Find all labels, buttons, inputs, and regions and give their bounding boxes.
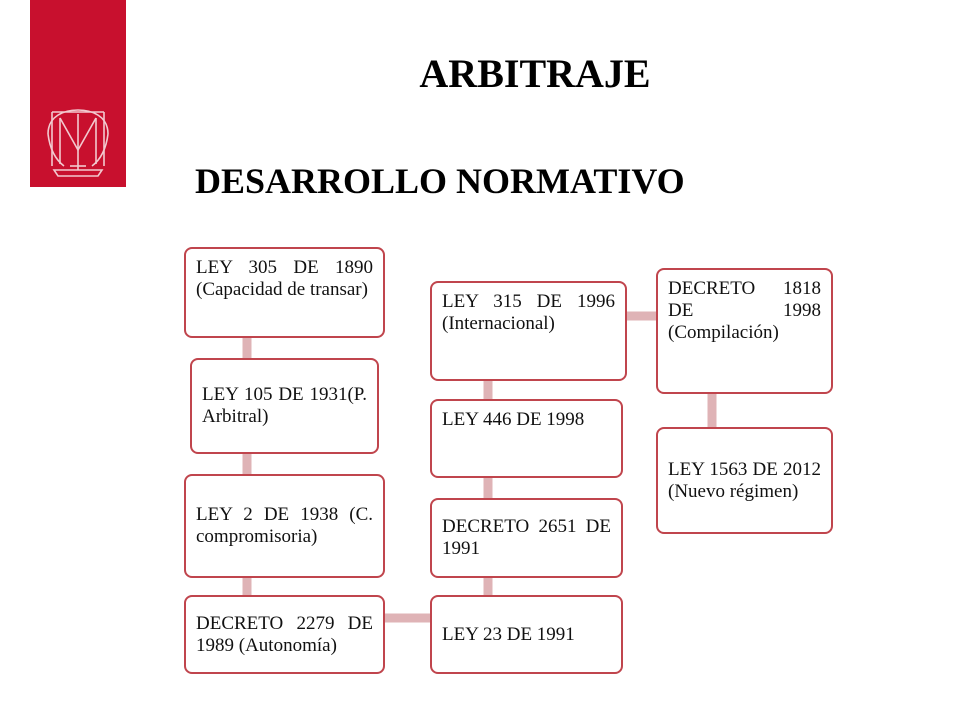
- timeline-node-decreto-2279-1989: [184, 595, 385, 674]
- timeline-node-ley-315-1996: [430, 281, 627, 381]
- page-title: ARBITRAJE: [419, 51, 651, 96]
- timeline-node-label: LEY 305 DE 1890 (Capacidad de transar): [196, 257, 373, 300]
- timeline-node-ley-2-1938: [184, 474, 385, 578]
- page-subtitle: DESARROLLO NORMATIVO: [195, 161, 685, 201]
- timeline-node-label: LEY 446 DE 1998: [442, 409, 585, 430]
- timeline-node-ley-446-1998: [430, 399, 623, 478]
- timeline-node-label: LEY 315 DE 1996 (Internacional): [442, 291, 615, 334]
- timeline-node-label: LEY 23 DE 1991: [442, 623, 575, 645]
- timeline-node-ley-1563-2012: [656, 427, 833, 534]
- timeline-node-label: DECRETO 2279 DE 1989 (Autonomía): [196, 612, 373, 656]
- timeline-node-ley-305-1890: [184, 247, 385, 338]
- timeline-node-decreto-1818-1998: [656, 268, 833, 394]
- timeline-node-label: LEY 105 DE 1931(P. Arbitral): [202, 384, 367, 427]
- timeline-node-ley-105-1931: [190, 358, 379, 454]
- timeline-node-label: LEY 2 DE 1938 (C. compromisoria): [196, 504, 373, 547]
- timeline-node-ley-23-1991: [430, 595, 623, 674]
- timeline-node-label: LEY 1563 DE 2012 (Nuevo régimen): [668, 458, 821, 502]
- timeline-node-label: DECRETO 1818 DE 1998 (Compilación): [668, 278, 821, 343]
- timeline-node-decreto-2651-1991: [430, 498, 623, 578]
- timeline-node-label: DECRETO 2651 DE 1991: [442, 516, 611, 559]
